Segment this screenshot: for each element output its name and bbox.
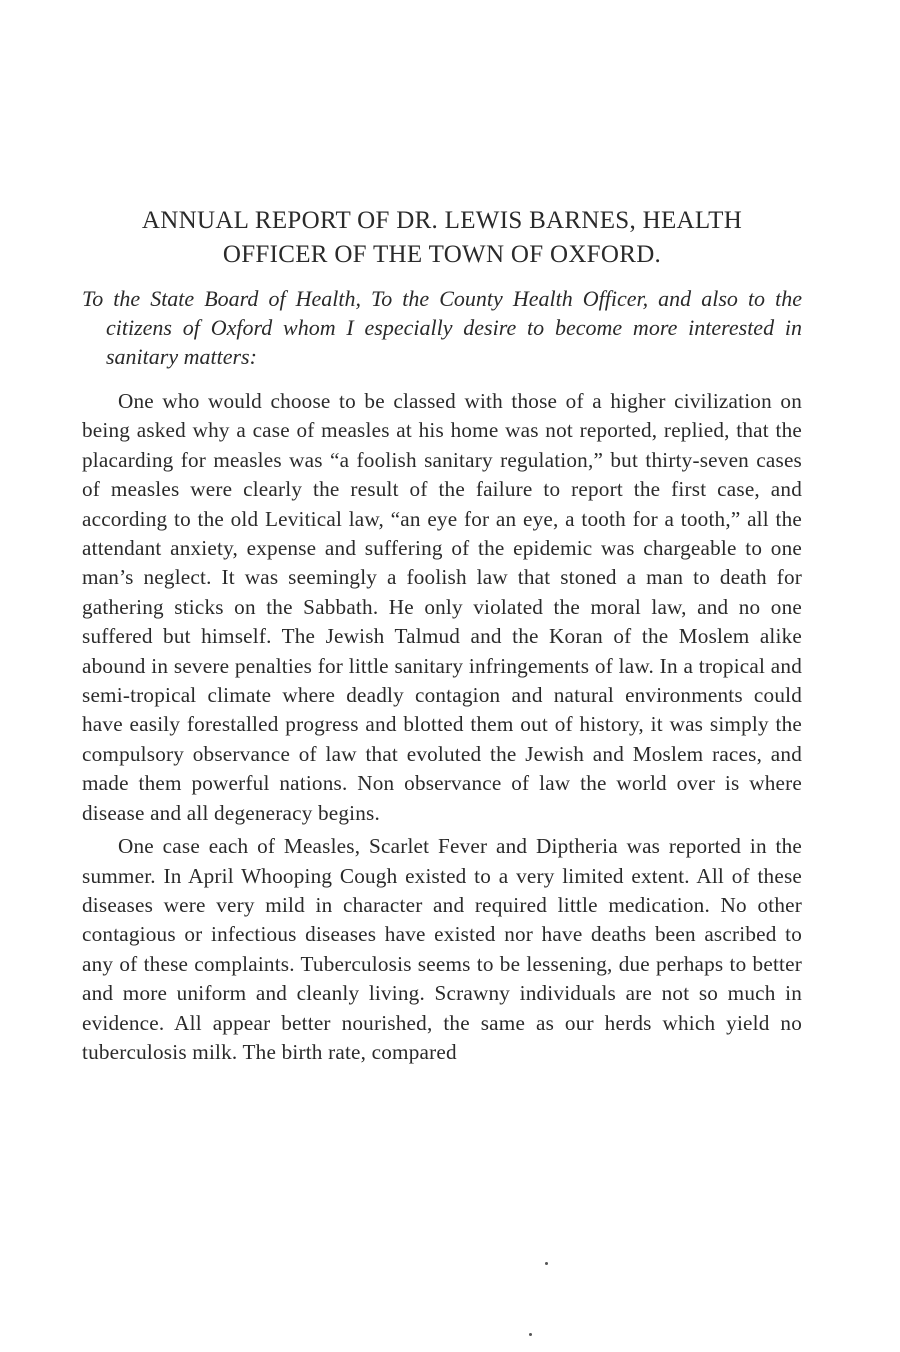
page-speck-mark — [545, 1262, 548, 1265]
salutation: To the State Board of Health, To the County Health Officer, and also to the citizens of Oxford whom I especially desire to become more interested in sanitary matters: — [82, 286, 802, 369]
body-paragraph-2: One case each of Measles, Scarlet Fever and Diptheria was reported in the summer. In April Whooping Cough existed to a very limited extent. All of these diseases were very mild in character and required little medication. No other contagious or infectious diseases have existed nor have deaths been ascribed to any of these complaints. Tuberculosis seems to be lessening, due perhaps to better and more uniform and cleanly living. Scrawny individuals are not so much in evidence. All appear better nourished, the same as our herds which yield no tuberculosis milk. The birth rate, compared — [82, 834, 802, 1064]
document-page — [82, 204, 802, 1071]
body-paragraph-1: One who would choose to be classed with those of a higher civilization on being asked why a case of measles at his home was not reported, replied, that the placarding for measles was “a foolish sanitary regulation,” but thirty-seven cases of measles were clearly the result of the failure to report the first case, and according to the old Levitical law, “an eye for an eye, a tooth for a tooth,” all the attendant anxiety, expense and suffering of the epidemic was chargeable to one man’s neglect. It was seemingly a foolish law that stoned a man to death for gathering sticks on the Sabbath. He only violated the moral law, and no one suffered but himself. The Jewish Talmud and the Koran of the Moslem alike abound in severe penalties for little sanitary infringements of law. In a tropical and semi-tropical climate where deadly contagion and natural environments could have easily forestalled progress and blotted them out of history, it was simply the compulsory observance of law that evoluted the Jewish and Moslem races, and made them powerful nations. Non observance of law the world over is where disease and all degeneracy begins. — [82, 389, 802, 825]
report-title — [82, 204, 802, 272]
page-speck-mark-lower — [529, 1333, 532, 1336]
report-title-line-2: OFFICER OF THE TOWN OF OXFORD. — [222, 241, 662, 268]
report-title-line-1: ANNUAL REPORT OF DR. LEWIS BARNES, HEALTH — [141, 207, 743, 234]
